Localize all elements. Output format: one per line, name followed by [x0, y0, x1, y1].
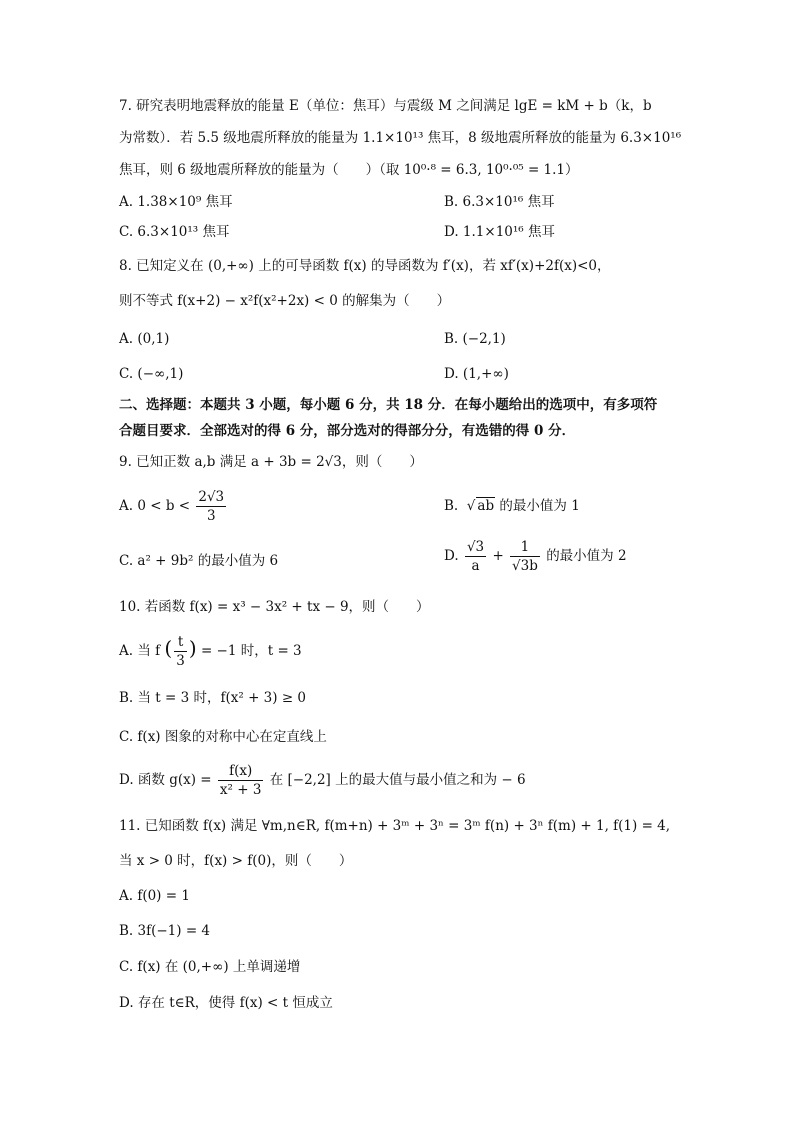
- q8-option-c: C. (−∞,1): [119, 366, 184, 382]
- q10-option-a: A. 当 f ( $\frac{t}{3}$ ) = −1 时，t = 3: [119, 634, 302, 669]
- q8-option-a: A. (0,1): [119, 331, 170, 347]
- q11-option-a: A. f(0) = 1: [119, 888, 190, 904]
- q7-option-d: D. 1.1×10¹⁶ 焦耳: [444, 224, 555, 240]
- q10-option-a-denominator: 3: [176, 653, 185, 669]
- q7-option-c: C. 6.3×10¹³ 焦耳: [119, 224, 230, 240]
- q7-option-a: A. 1.38×10⁹ 焦耳: [119, 194, 233, 210]
- q9-option-b: B. √ ab 的最小值为 1: [444, 498, 580, 514]
- q9-option-d: [444, 538, 627, 575]
- q7-stem-line3: 焦耳，则 6 级地震所释放的能量为（ ）（取 10⁰·⁸ = 6.3, 10⁰·⁰⁵ = 1.1）: [119, 162, 579, 178]
- q8-option-d: D. (1,+∞): [444, 366, 509, 382]
- q9-option-a-denominator: 3: [206, 508, 216, 524]
- q9-option-d-numerator1: √3: [466, 539, 485, 555]
- q10-option-a-suffix: = −1 时，t = 3: [200, 643, 302, 659]
- q9-option-b-radicand: ab: [477, 498, 495, 514]
- q9-option-b-prefix: B.: [444, 498, 459, 514]
- q10-option-b: B. 当 t = 3 时，f(x² + 3) ≥ 0: [119, 690, 307, 706]
- q11-stem-line2: 当 x > 0 时，f(x) > f(0)，则（ ）: [119, 853, 353, 869]
- q10-stem: 10. 若函数 f(x) = x³ − 3x² + tx − 9，则（ ）: [119, 599, 430, 615]
- q8-option-b: B. (−2,1): [444, 331, 506, 347]
- q9-stem: 9. 已知正数 a,b 满足 a + 3b = 2√3，则（ ）: [119, 454, 423, 470]
- q9-option-a: [119, 488, 228, 525]
- q11-option-b: B. 3f(−1) = 4: [119, 923, 211, 939]
- q10-option-d-suffix: 在 [−2,2] 上的最大值与最小值之和为 − 6: [269, 772, 526, 788]
- q9-option-d-denominator2: √3b: [512, 558, 538, 574]
- q10-option-d-prefix: D. 函数 g(x) =: [119, 772, 212, 788]
- q9-option-d-numerator2: 1: [510, 538, 540, 557]
- q10-option-d-numerator: f(x): [218, 762, 264, 781]
- q10-option-d: [119, 762, 526, 799]
- q9-option-d-prefix: D.: [444, 548, 459, 564]
- q11-stem-line1: 11. 已知函数 f(x) 满足 ∀m,n∈R, f(m+n) + 3ᵐ + 3ⁿ = 3ᵐ f(n) + 3ⁿ f(m) + 1, f(1) = 4,: [119, 818, 671, 834]
- q9-option-d-suffix: 的最小值为 2: [546, 548, 627, 564]
- q9-option-d-denominator1: a: [471, 558, 480, 574]
- q9-option-a-prefix: A. 0 < b <: [119, 498, 191, 514]
- q7-stem-line2: 为常数）．若 5.5 级地震所释放的能量为 1.1×10¹³ 焦耳，8 级地震所释放的能量为 6.3×10¹⁶: [119, 130, 682, 146]
- q9-option-d-plus: +: [492, 548, 504, 564]
- q10-option-a-prefix: A. 当 f: [119, 643, 161, 659]
- q9-option-a-numerator: 2√3: [198, 489, 225, 505]
- q10-option-d-fraction: [218, 762, 264, 799]
- q10-option-a-fraction: [174, 633, 187, 670]
- q9-option-c: C. a² + 9b² 的最小值为 6: [119, 553, 279, 569]
- q10-option-a-numerator: t: [174, 633, 187, 652]
- q10-option-d-denominator: x² + 3: [219, 782, 262, 798]
- q8-stem-line1: 8. 已知定义在 (0,+∞) 上的可导函数 f(x) 的导函数为 f′(x)，若 xf′(x)+2f(x)<0，: [119, 258, 611, 274]
- q8-stem-line2: 则不等式 f(x+2) − x²f(x²+2x) < 0 的解集为（ ）: [119, 293, 451, 309]
- section2-heading-line2: 合题目要求．全部选对的得 6 分，部分选对的得部分分，有选错的得 0 分．: [119, 423, 576, 439]
- q9-option-a-fraction: [196, 488, 226, 525]
- q7-stem-line1: 7. 研究表明地震释放的能量 E（单位：焦耳）与震级 M 之间满足 lgE = kM + b（k，b: [119, 98, 652, 114]
- q9-option-b-suffix: 的最小值为 1: [499, 498, 580, 514]
- q11-option-d: D. 存在 t∈R，使得 f(x) < t 恒成立: [119, 995, 333, 1011]
- q9-option-d-fraction2: [510, 538, 540, 575]
- q11-option-c: C. f(x) 在 (0,+∞) 上单调递增: [119, 959, 301, 975]
- section2-heading-line1: 二、选择题：本题共 3 小题，每小题 6 分，共 18 分．在每小题给出的选项中，有多项符: [119, 397, 658, 413]
- q10-option-c: C. f(x) 图象的对称中心在定直线上: [119, 729, 327, 745]
- q9-option-d-fraction1: [465, 538, 486, 575]
- q7-option-b: B. 6.3×10¹⁶ 焦耳: [444, 194, 555, 210]
